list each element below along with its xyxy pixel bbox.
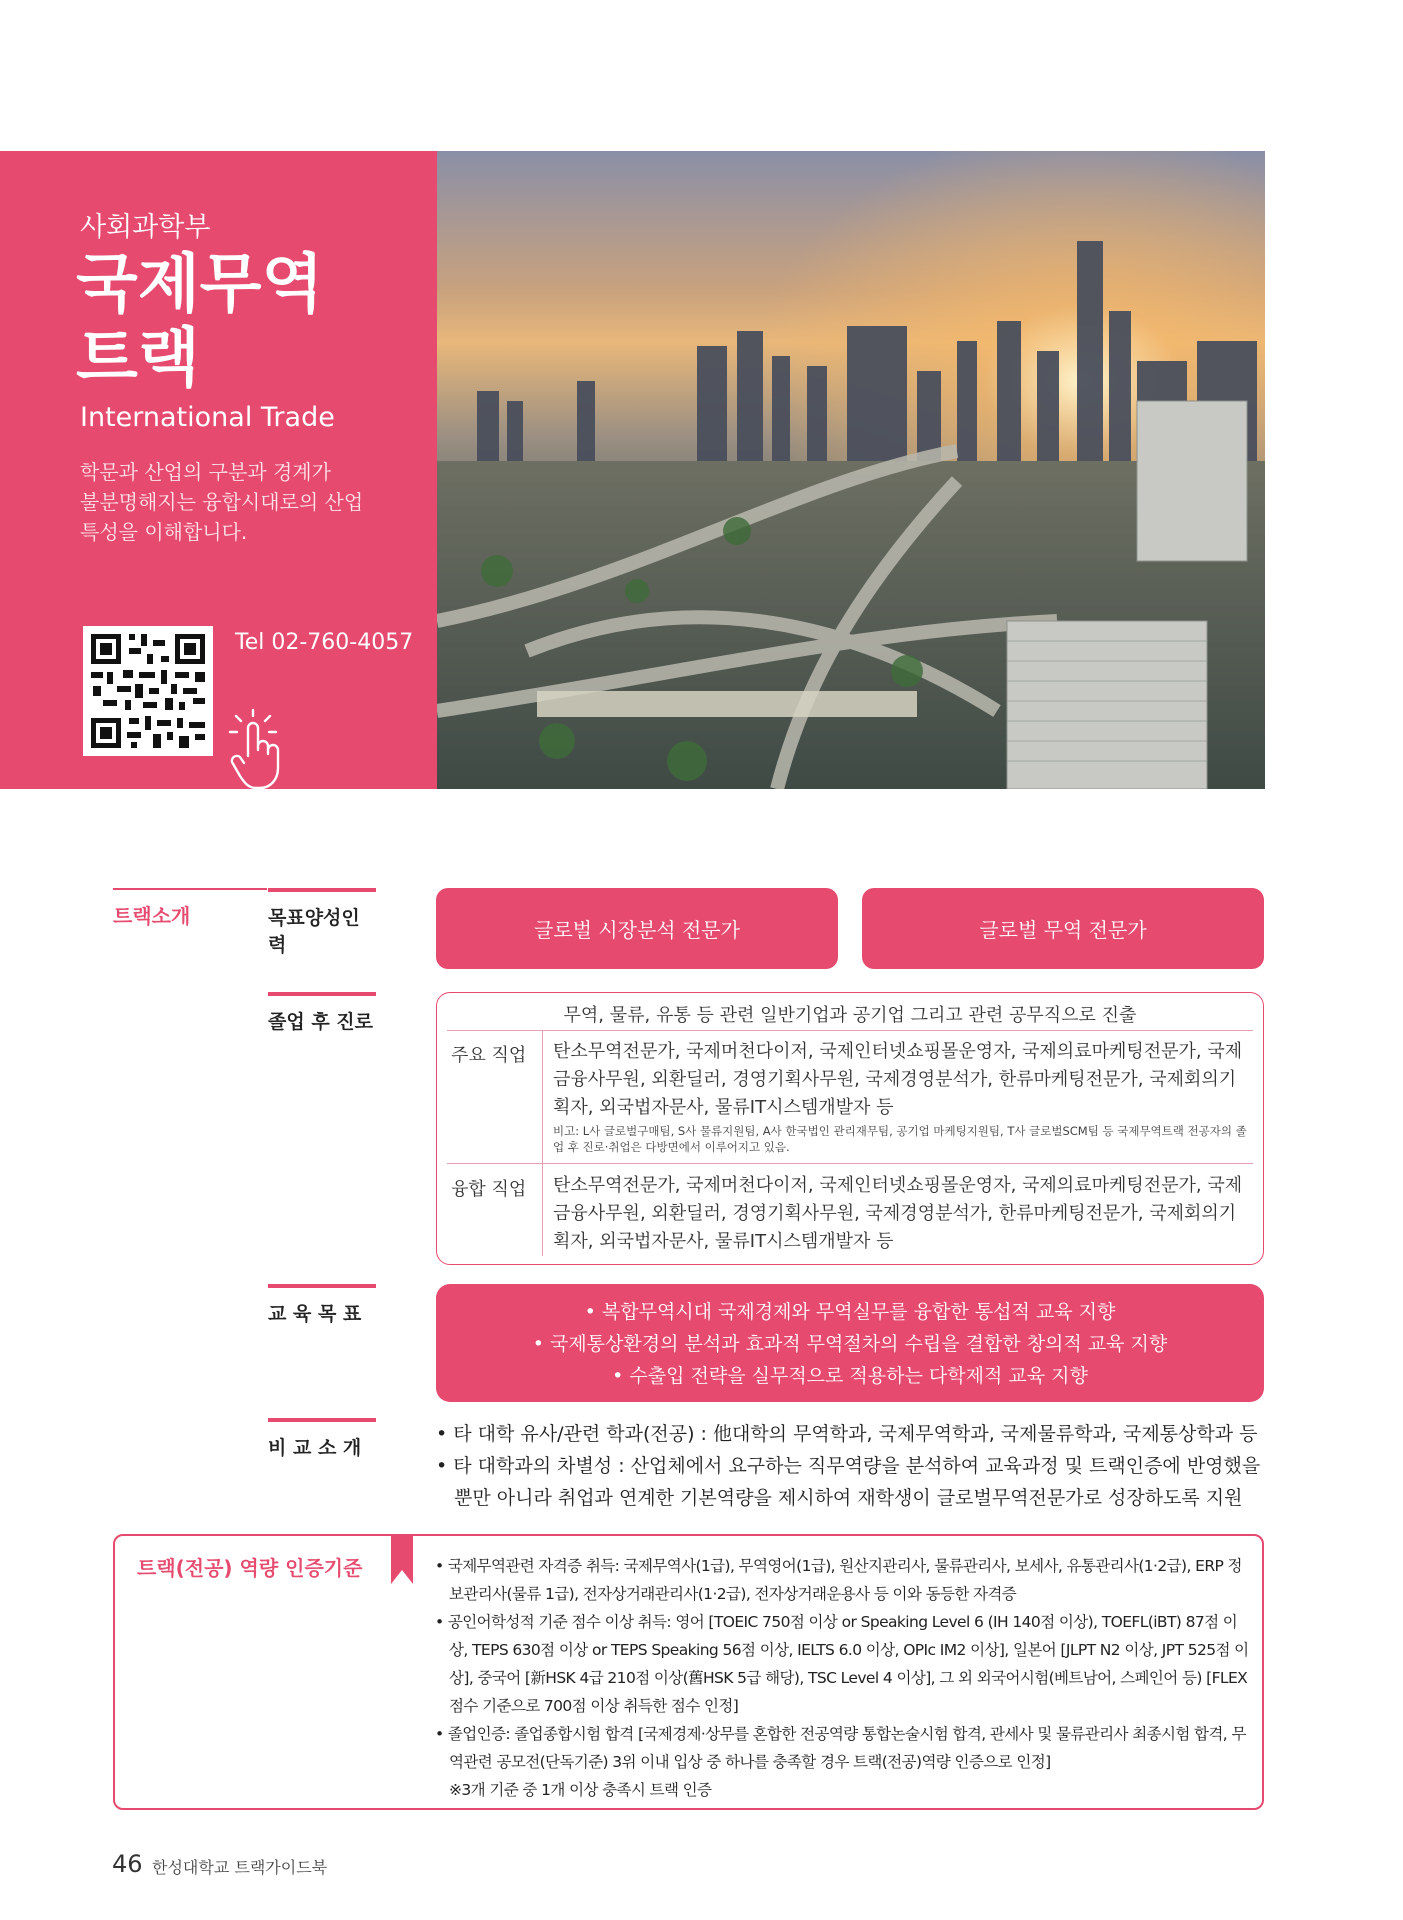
main-job-label: 주요 직업 — [451, 1045, 527, 1066]
certification-note: ※3개 기준 중 1개 이상 충족시 트랙 인증 — [449, 1781, 712, 1799]
divider — [542, 1030, 543, 1256]
education-label: 교 육 목 표 — [268, 1284, 376, 1326]
fusion-job-text: 탄소무역전문가, 국제머천다이저, 국제인터넷쇼핑몰운영자, 국제의료마케팅전문가, 국제금융사무원, 외환딜러, 경영기획사무원, 국제경영분석가, 한류마케팅전문가, 국제회의기획자, 외국법자문사, 물류IT시스템개발자 등 — [553, 1175, 1243, 1252]
career-table — [436, 992, 1264, 1265]
page-number: 46 — [112, 1850, 143, 1878]
track-title: 국제무역 트랙 — [76, 248, 324, 396]
goal-trade-expert — [862, 888, 1264, 969]
tap-hand-icon — [222, 706, 292, 790]
goal-market-analyst — [436, 888, 838, 969]
divider — [447, 1030, 1253, 1031]
comparison-label: 비 교 소 개 — [268, 1418, 376, 1460]
city-skyline-photo — [437, 151, 1265, 789]
certification-item: • 국제무역관련 자격증 취득: 국제무역사(1급), 무역영어(1급), 원산지관리사, 물류관리사, 보세사, 유통관리사(1·2급), ERP 정보관리사(물류 1급), 전자상거래관리사(1·2급), 전자상거래운용사 등 이와 동등한 자격증 — [435, 1557, 1242, 1603]
department-label: 사회과학부 — [80, 212, 211, 243]
fusion-job-label: 융합 직업 — [451, 1179, 527, 1200]
education-goals-box — [436, 1284, 1264, 1402]
comparison-item: • 타 대학 유사/관련 학과(전공) : 他대학의 무역학과, 국제무역학과, 국제물류학과, 국제통상학과 등 — [436, 1423, 1258, 1445]
career-note: 비고: L사 글로벌구매팀, S사 물류지원팀, A사 한국법인 관리재무팀, 공기업 마케팅지원팀, T사 글로벌SCM팀 등 국제무역트랙 전공자의 졸업 후 진로·취업은 다방면에서 이루어지고 있음. — [553, 1124, 1247, 1154]
english-title: International Trade — [80, 402, 335, 433]
qr-code[interactable] — [83, 626, 213, 756]
comparison-item: • 타 대학과의 차별성 : 산업체에서 요구하는 직무역량을 분석하여 교육과정 및 트랙인증에 반영했을 뿐만 아니라 취업과 연계한 기본역량을 제시하여 재학생이 글로벌무역전문가로 성장하도록 지원 — [436, 1455, 1261, 1509]
section-title: 트랙소개 — [113, 888, 267, 929]
education-goal-item: • 국제통상환경의 분석과 효과적 무역절차의 수립을 결합한 창의적 교육 지향 — [532, 1333, 1168, 1355]
career-header: 무역, 물류, 유통 등 관련 일반기업과 공기업 그리고 관련 공무직으로 진출 — [563, 1005, 1137, 1026]
certification-box — [113, 1534, 1264, 1810]
divider — [447, 1163, 1253, 1164]
education-goal-item: • 복합무역시대 국제경제와 무역실무를 융합한 통섭적 교육 지향 — [584, 1301, 1116, 1323]
book-title: 한성대학교 트랙가이드북 — [152, 1858, 328, 1877]
education-goal-item: • 수출입 전략을 실무적으로 적용하는 다학제적 교육 지향 — [612, 1365, 1088, 1387]
certification-title: 트랙(전공) 역량 인증기준 — [137, 1556, 363, 1580]
career-label: 졸업 후 진로 — [268, 992, 376, 1034]
bookmark-ribbon-icon — [391, 1534, 413, 1584]
certification-list — [435, 1552, 1253, 1804]
track-description: 학문과 산업의 구분과 경계가 불분명해지는 융합시대로의 산업 특성을 이해합니다. — [80, 460, 364, 544]
certification-item: • 졸업인증: 졸업종합시험 합격 [국제경제·상무를 혼합한 전공역량 통합논술시험 합격, 관세사 및 물류관리사 최종시험 합격, 무역관련 공모전(단독기준) 3위 이내 입상 중 하나를 충족할 경우 트랙(전공)역량 인증으로 인정] — [435, 1725, 1246, 1771]
comparison-list — [436, 1418, 1276, 1514]
goal-label: 글로벌 무역 전문가 — [979, 918, 1147, 942]
telephone-number: Tel 02-760-4057 — [235, 630, 414, 655]
main-job-text: 탄소무역전문가, 국제머천다이저, 국제인터넷쇼핑몰운영자, 국제의료마케팅전문가, 국제금융사무원, 외환딜러, 경영기획사무원, 국제경영분석가, 한류마케팅전문가, 국제회의기획자, 외국법자문사, 물류IT시스템개발자 등 — [553, 1041, 1243, 1118]
goal-label: 글로벌 시장분석 전문가 — [534, 918, 740, 942]
certification-item: • 공인어학성적 기준 점수 이상 취득: 영어 [TOEIC 750점 이상 or Speaking Level 6 (IH 140점 이상), TOEFL(iBT) 87점 이상, TEPS 630점 이상 or TEPS Speaking 56점 이상, IELTS 6.0 이상, OPIc IM2 이상], 일본어 [JLPT N2 이상, JPT 525점 이상], 중국어 [新HSK 4급 210점 이상(舊HSK 5급 해당), TSC Level 4 이상], 그 외 외국어시험(베트남어, 스페인어 등) [FLEX점수 기준으로 700점 이상 취득한 점수 인정] — [435, 1613, 1249, 1715]
goals-label: 목표양성인력 — [268, 888, 376, 957]
